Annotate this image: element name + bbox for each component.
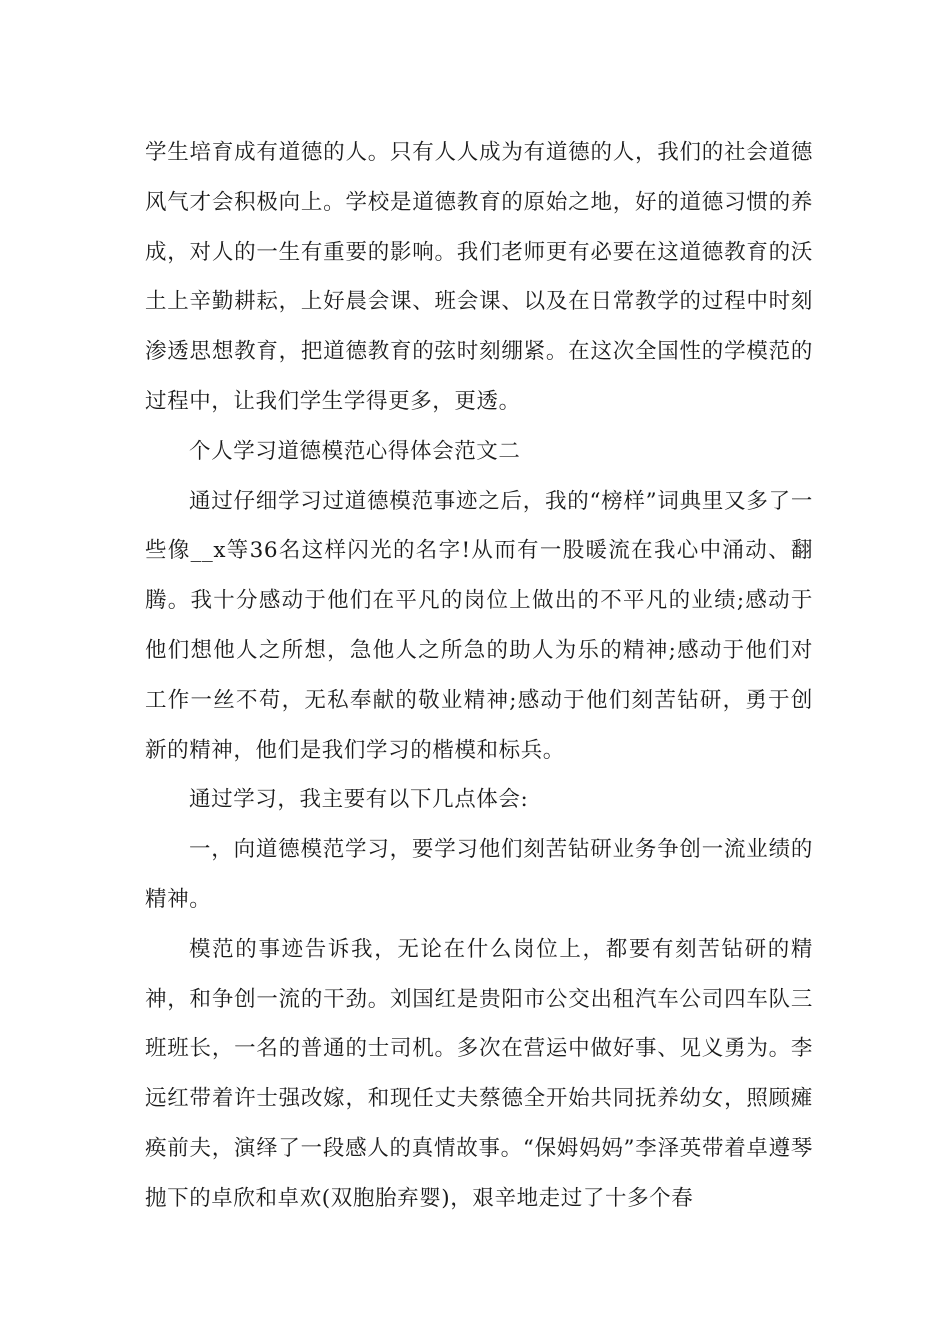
- paragraph-continuation: 学生培育成有道德的人。只有人人成为有道德的人，我们的社会道德风气才会积极向上。学校是道德教育的原始之地，好的道德习惯的养成，对人的一生有重要的影响。我们老师更有必要在这道德教育的沃土上辛勤耕耘，上好晨会课、班会课、以及在日常教学的过程中时刻渗透思想教育，把道德教育的弦时刻绷紧。在这次全国性的学模范的过程中，让我们学生学得更多，更透。: [145, 140, 813, 414]
- paragraph-examples: 模范的事迹告诉我，无论在什么岗位上，都要有刻苦钻研的精神，和争创一流的干劲。刘国红是贵阳市公交出租汽车公司四车队三班班长，一名的普通的士司机。多次在营运中做好事、见义勇为。李远红带着许士强改嫁，和现任丈夫蔡德全开始共同抚养幼女，照顾瘫痪前夫，演绎了一段感人的真情故事。“保姆妈妈”李泽英带着卓遵琴抛下的卓欣和卓欢(双胞胎弃婴)，艰辛地走过了十多个春: [145, 936, 813, 1211]
- document-body: [145, 128, 813, 1224]
- paragraph-point-one: 一，向道德模范学习，要学习他们刻苦钻研业务争创一流业绩的精神。: [145, 837, 813, 912]
- paragraph-summary-lead: 通过学习，我主要有以下几点体会:: [189, 787, 529, 813]
- section-heading: 个人学习道德模范心得体会范文二: [189, 438, 521, 464]
- paragraph-intro: 通过仔细学习过道德模范事迹之后，我的“榜样”词典里又多了一些像__x等36名这样闪光的名字!从而有一股暖流在我心中涌动、翻腾。我十分感动于他们在平凡的岗位上做出的不平凡的业绩;感动于他们想他人之所想，急他人之所急的助人为乐的精神;感动于他们对工作一丝不苟，无私奉献的敬业精神;感动于他们刻苦钻研，勇于创新的精神，他们是我们学习的楷模和标兵。: [145, 488, 813, 763]
